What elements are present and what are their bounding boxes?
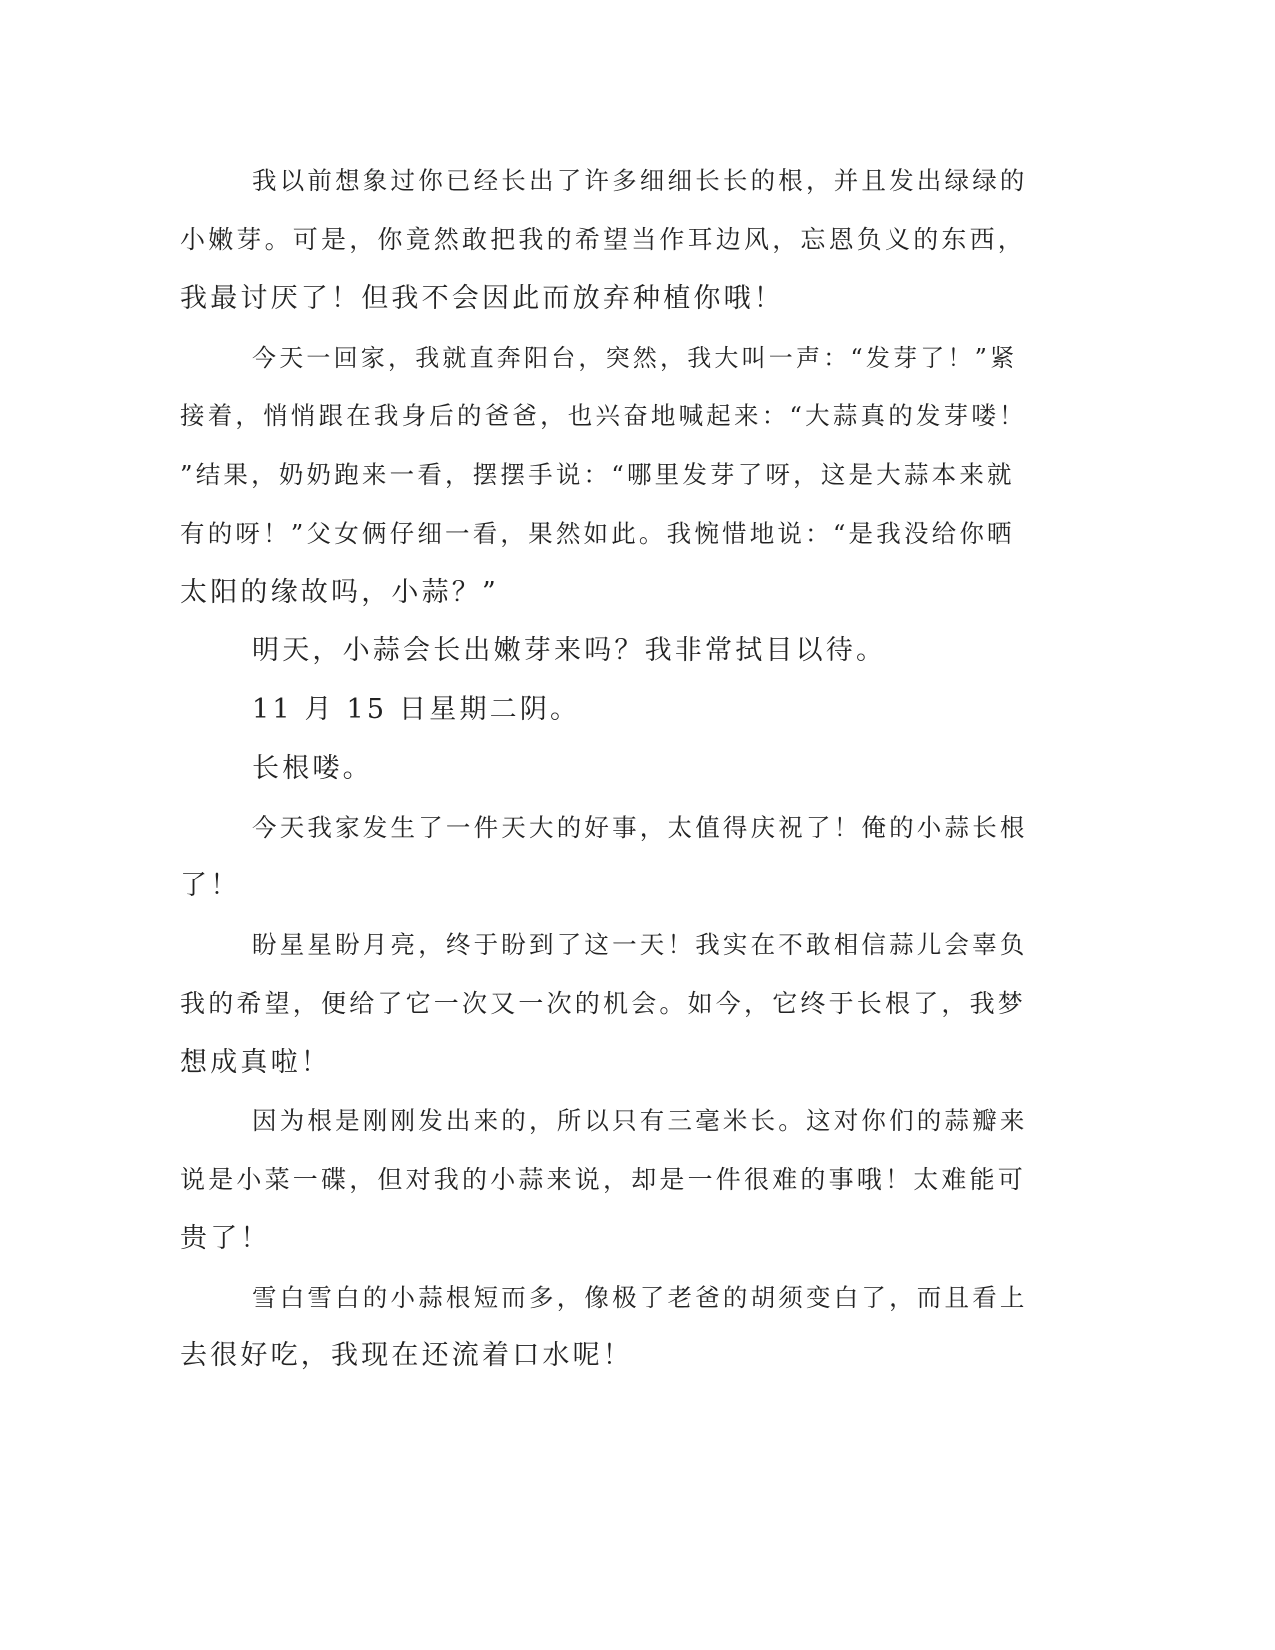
text-line: 今天我家发生了一件天大的好事，太值得庆祝了！俺的小蒜长根 xyxy=(252,813,1028,842)
text-line: 了！ xyxy=(180,870,241,901)
text-line: 想成真啦！ xyxy=(180,1047,331,1078)
text-line: 11 月 15 日星期二阴。 xyxy=(252,694,581,725)
text-line: 太阳的缘故吗，小蒜？” xyxy=(180,577,500,608)
text-line: 今天一回家，我就直奔阳台，突然，我大叫一声：“发芽了！”紧 xyxy=(252,344,1018,372)
text-line: 因为根是刚刚发出来的，所以只有三毫米长。这对你们的蒜瓣来 xyxy=(252,1106,1028,1135)
text-line: 雪白雪白的小蒜根短而多，像极了老爸的胡须变白了，而且看上 xyxy=(252,1283,1028,1312)
text-line: 有的呀！”父女俩仔细一看，果然如此。我惋惜地说：“是我没给你晒 xyxy=(180,519,1015,548)
text-line: 盼星星盼月亮，终于盼到了这一天！我实在不敢相信蒜儿会辜负 xyxy=(252,930,1028,959)
text-line: 去很好吃，我现在还流着口水呢！ xyxy=(180,1340,633,1371)
text-line: 贵了！ xyxy=(180,1223,271,1254)
text-line: 小嫩芽。可是，你竟然敢把我的希望当作耳边风，忘恩负义的东西， xyxy=(180,225,1027,254)
text-line: 接着，悄悄跟在我身后的爸爸，也兴奋地喊起来：“大蒜真的发芽喽！ xyxy=(180,401,1027,430)
text-line: ”结果，奶奶跑来一看，摆摆手说：“哪里发芽了呀，这是大蒜本来就 xyxy=(180,460,1015,489)
text-line: 我最讨厌了！但我不会因此而放弃种植你哦！ xyxy=(180,283,784,314)
text-line: 明天，小蒜会长出嫩芽来吗？我非常拭目以待。 xyxy=(252,635,887,666)
text-line: 说是小菜一碟，但对我的小蒜来说，却是一件很难的事哦！太难能可 xyxy=(180,1165,1027,1194)
text-line: 我的希望，便给了它一次又一次的机会。如今，它终于长根了，我梦 xyxy=(180,989,1027,1018)
text-line: 长根喽。 xyxy=(252,753,373,784)
text-line: 我以前想象过你已经长出了许多细细长长的根，并且发出绿绿的 xyxy=(252,166,1028,195)
